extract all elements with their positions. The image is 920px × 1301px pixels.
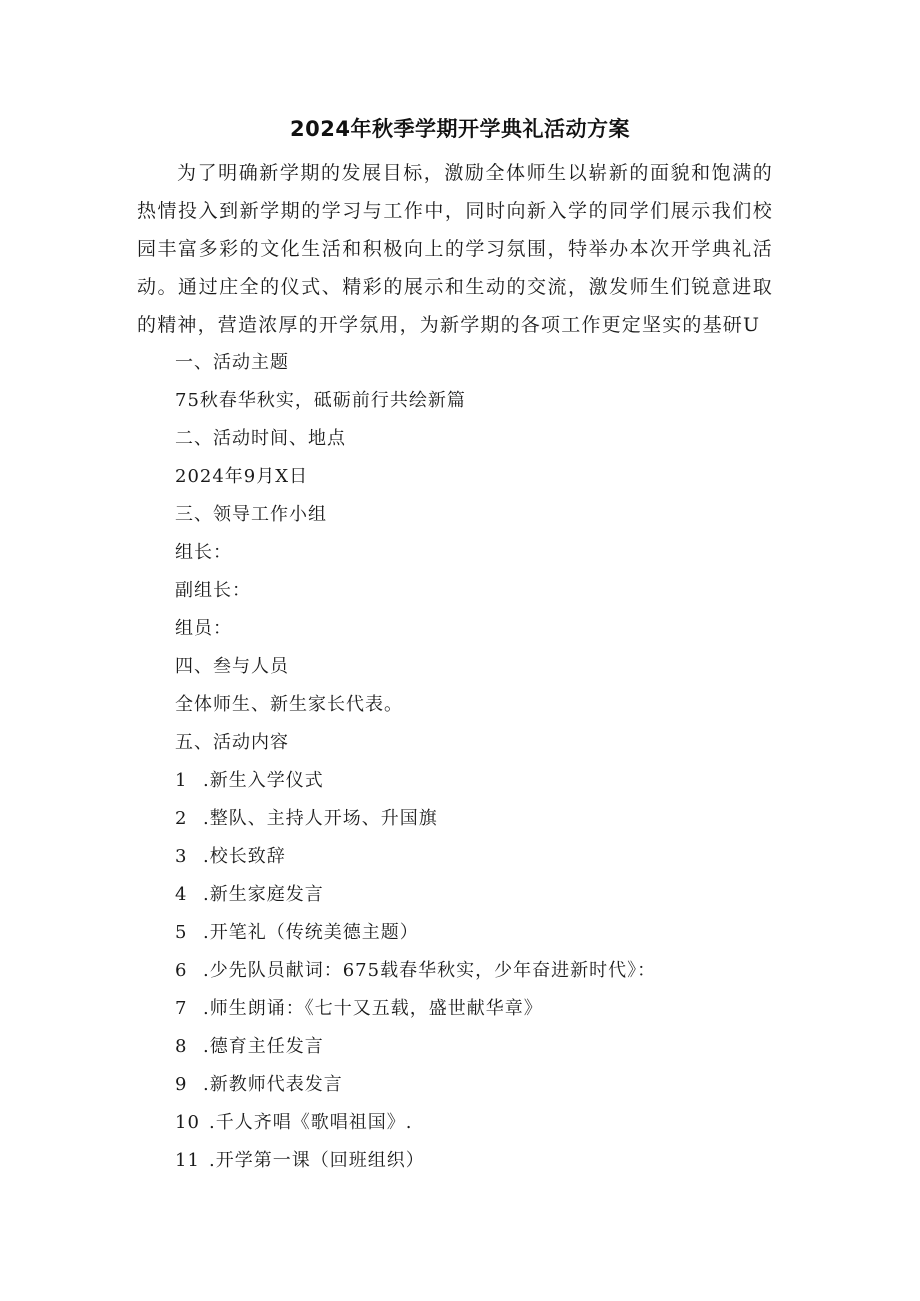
document-body xyxy=(175,344,795,1180)
document-title: 2024年秋季学期开学典礼活动方案 xyxy=(290,117,630,141)
program-item-number: 2 xyxy=(175,808,188,829)
program-item-number: 5 xyxy=(175,922,188,943)
program-item-number: 1 xyxy=(175,770,188,791)
program-item-text: .千人齐唱《歌唱祖国》. xyxy=(209,1112,413,1133)
intro-paragraph xyxy=(137,154,773,344)
section-heading-theme: 一、活动主题 xyxy=(175,352,289,373)
section-heading-time-place: 二、活动时间、地点 xyxy=(175,428,346,449)
participants-text: 全体师生、新生家长代表。 xyxy=(175,694,403,715)
deputy-leader-line: 副组长： xyxy=(175,580,251,601)
program-item-number: 9 xyxy=(175,1074,188,1095)
program-item xyxy=(175,990,795,1028)
program-item xyxy=(175,876,795,914)
intro-text: 为了明确新学期的发展目标，激励全体师生以崭新的面貌和饱满的热情投入到新学期的学习与工作中，同时向新入学的同学们展示我们校园丰富多彩的文化生活和积极向上的学习氛围，特举办本次开学典礼活动。通过庄全的仪式、精彩的展示和生动的交流，激发师生们锐意进取的精神，营造浓厚的开学氛用，为新学期的各项工作更定坚实的基研U xyxy=(137,162,773,336)
program-item xyxy=(175,838,795,876)
program-item xyxy=(175,800,795,838)
program-item-text: .整队、主持人开场、升国旗 xyxy=(203,808,438,829)
section-heading-participants: 四、叁与人员 xyxy=(175,656,289,677)
program-item xyxy=(175,1028,795,1066)
program-item xyxy=(175,952,795,990)
program-item-number: 10 xyxy=(175,1112,200,1133)
program-item-number: 4 xyxy=(175,884,188,905)
program-item-text: .新教师代表发言 xyxy=(203,1074,343,1095)
section-heading-content: 五、活动内容 xyxy=(175,732,289,753)
program-item-number: 3 xyxy=(175,846,188,867)
program-item-number: 8 xyxy=(175,1036,188,1057)
program-item-text: .开笔礼（传统美德主题） xyxy=(203,922,419,943)
program-item xyxy=(175,1066,795,1104)
program-item-text: .少先队员献词：675载春华秋实，少年奋进新时代》： xyxy=(203,960,657,981)
program-item xyxy=(175,1142,795,1180)
program-item-text: .师生朗诵：《七十又五载，盛世献华章》 xyxy=(203,998,543,1019)
program-item-number: 6 xyxy=(175,960,188,981)
section-heading-leadership: 三、领导工作小组 xyxy=(175,504,327,525)
program-item xyxy=(175,1104,795,1142)
program-item xyxy=(175,762,795,800)
program-item xyxy=(175,914,795,952)
theme-text: 75秋春华秋实，砥砺前行共绘新篇 xyxy=(175,390,466,411)
program-item-text: .新生入学仪式 xyxy=(203,770,324,791)
leader-line: 组长： xyxy=(175,542,232,563)
program-item-number: 7 xyxy=(175,998,188,1019)
program-item-text: .新生家庭发言 xyxy=(203,884,324,905)
members-line: 组员： xyxy=(175,618,232,639)
program-item-text: .校长致辞 xyxy=(203,846,286,867)
program-item-text: .开学第一课（回班组织） xyxy=(209,1150,425,1171)
program-item-text: .德育主任发言 xyxy=(203,1036,324,1057)
program-item-number: 11 xyxy=(175,1150,200,1171)
event-date: 2024年9月X日 xyxy=(175,466,309,487)
